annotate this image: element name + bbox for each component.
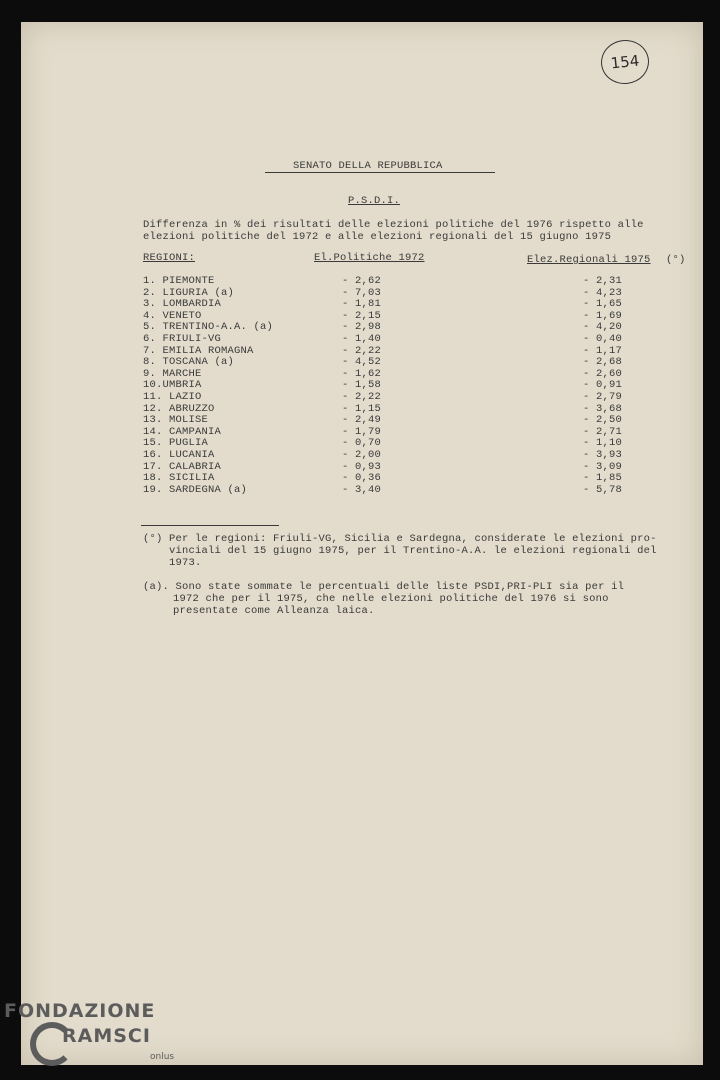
region-cell: 5. TRENTINO-A.A. (a) <box>143 321 274 334</box>
regionali-1975-cell: - 5,78 <box>583 483 623 496</box>
table-row <box>0 287 720 299</box>
regionali-1975-cell: - 3,93 <box>583 449 623 461</box>
table-row <box>0 484 720 496</box>
region-cell: 12. ABRUZZO <box>143 402 215 415</box>
regionali-1975-cell: - 1,65 <box>583 298 623 311</box>
column-header-1975: Elez.Regionali 1975 <box>527 254 651 266</box>
regionali-1975-cell: - 4,23 <box>583 286 623 299</box>
table-row <box>0 472 720 484</box>
intro-line-2: elezioni politiche del 1972 e alle elezioni regionali del 15 giugno 1975 <box>143 231 612 243</box>
table-row <box>0 414 720 426</box>
region-cell: 9. MARCHE <box>143 367 202 380</box>
politiche-1972-cell: - 2,49 <box>342 414 382 427</box>
politiche-1972-cell: - 2,98 <box>342 321 382 334</box>
regionali-1975-cell: - 3,09 <box>583 460 623 473</box>
table-row <box>0 437 720 449</box>
politiche-1972-cell: - 7,03 <box>342 286 382 299</box>
footnote-2-line-3: presentate come Alleanza laica. <box>173 605 375 617</box>
region-cell: 14. CAMPANIA <box>143 425 222 438</box>
politiche-1972-cell: - 0,36 <box>342 472 382 485</box>
footnote-separator <box>141 525 279 526</box>
logo-line-1: FONDAZIONE <box>4 1000 156 1022</box>
intro-line-1: Differenza in % dei risultati delle elezioni politiche del 1976 rispetto alle <box>143 219 644 231</box>
politiche-1972-cell: - 1,40 <box>342 333 382 345</box>
table-row <box>0 449 720 461</box>
party-title: P.S.D.I. <box>348 195 401 207</box>
regionali-1975-cell: - 1,69 <box>583 309 623 322</box>
region-cell: 16. LUCANIA <box>143 449 215 461</box>
column-header-1975-note: (°) <box>666 254 686 266</box>
region-cell: 18. SICILIA <box>143 472 215 485</box>
table-row <box>0 426 720 438</box>
footnote-1-line-2: vinciali del 15 giugno 1975, per il Trentino-A.A. le elezioni regionali del <box>169 545 657 557</box>
table-row <box>0 310 720 322</box>
logo-line-2: RAMSCI <box>62 1025 151 1047</box>
table-row <box>0 356 720 368</box>
footnote-2-line-2: 1972 che per il 1975, che nelle elezioni politiche del 1976 si sono <box>173 593 609 605</box>
region-cell: 3. LOMBARDIA <box>143 298 222 311</box>
politiche-1972-cell: - 2,22 <box>342 344 382 357</box>
region-cell: 15. PUGLIA <box>143 437 209 450</box>
regionali-1975-cell: - 2,79 <box>583 391 623 403</box>
politiche-1972-cell: - 1,81 <box>342 298 382 311</box>
title-underline <box>265 172 495 173</box>
table-row <box>0 403 720 415</box>
politiche-1972-cell: - 4,52 <box>342 356 382 369</box>
region-cell: 17. CALABRIA <box>143 460 222 473</box>
politiche-1972-cell: - 1,79 <box>342 425 382 438</box>
region-cell: 11. LAZIO <box>143 391 202 403</box>
politiche-1972-cell: - 2,15 <box>342 309 382 322</box>
regionali-1975-cell: - 2,31 <box>583 275 623 287</box>
logo-line-3: onlus <box>150 1052 175 1062</box>
politiche-1972-cell: - 1,62 <box>342 367 382 380</box>
region-cell: 4. VENETO <box>143 309 202 322</box>
region-cell: 1. PIEMONTE <box>143 275 215 287</box>
table-row <box>0 379 720 391</box>
regionali-1975-cell: - 2,60 <box>583 367 623 380</box>
politiche-1972-cell: - 1,15 <box>342 402 382 415</box>
table-row <box>0 345 720 357</box>
table-row <box>0 333 720 345</box>
column-header-region: REGIONI: <box>143 252 196 264</box>
politiche-1972-cell: - 1,58 <box>342 379 382 392</box>
regionali-1975-cell: - 2,71 <box>583 425 623 438</box>
region-cell: 10.UMBRIA <box>143 379 202 392</box>
region-cell: 7. EMILIA ROMAGNA <box>143 344 254 357</box>
footnote-2-line-1: (a). Sono state sommate le percentuali delle liste PSDI,PRI-PLI sia per il <box>143 581 625 593</box>
politiche-1972-cell: - 2,62 <box>342 275 382 287</box>
politiche-1972-cell: - 2,00 <box>342 449 382 461</box>
table-row <box>0 368 720 380</box>
table-row <box>0 391 720 403</box>
regionali-1975-cell: - 0,40 <box>583 333 623 345</box>
table-row <box>0 298 720 310</box>
regionali-1975-cell: - 1,85 <box>583 472 623 485</box>
footnote-1-line-3: 1973. <box>169 557 202 569</box>
table-row <box>0 461 720 473</box>
table-row <box>0 321 720 333</box>
region-cell: 2. LIGURIA (a) <box>143 286 235 299</box>
region-cell: 8. TOSCANA (a) <box>143 356 235 369</box>
politiche-1972-cell: - 0,70 <box>342 437 382 450</box>
regionali-1975-cell: - 4,20 <box>583 321 623 334</box>
regionali-1975-cell: - 2,50 <box>583 414 623 427</box>
region-cell: 19. SARDEGNA (a) <box>143 483 248 496</box>
politiche-1972-cell: - 3,40 <box>342 483 382 496</box>
region-cell: 13. MOLISE <box>143 414 209 427</box>
footnote-1-line-1: (°) Per le regioni: Friuli-VG, Sicilia e Sardegna, considerate le elezioni pro- <box>143 533 657 545</box>
regionali-1975-cell: - 1,10 <box>583 437 623 450</box>
region-cell: 6. FRIULI-VG <box>143 333 222 345</box>
page-number: 154 <box>609 51 641 73</box>
institution-title: SENATO DELLA REPUBBLICA <box>293 160 443 172</box>
regionali-1975-cell: - 2,68 <box>583 356 623 369</box>
regionali-1975-cell: - 1,17 <box>583 344 623 357</box>
regionali-1975-cell: - 0,91 <box>583 379 623 392</box>
column-header-1972: El.Politiche 1972 <box>314 252 425 264</box>
regionali-1975-cell: - 3,68 <box>583 402 623 415</box>
politiche-1972-cell: - 0,93 <box>342 460 382 473</box>
table-row <box>0 275 720 287</box>
politiche-1972-cell: - 2,22 <box>342 391 382 403</box>
